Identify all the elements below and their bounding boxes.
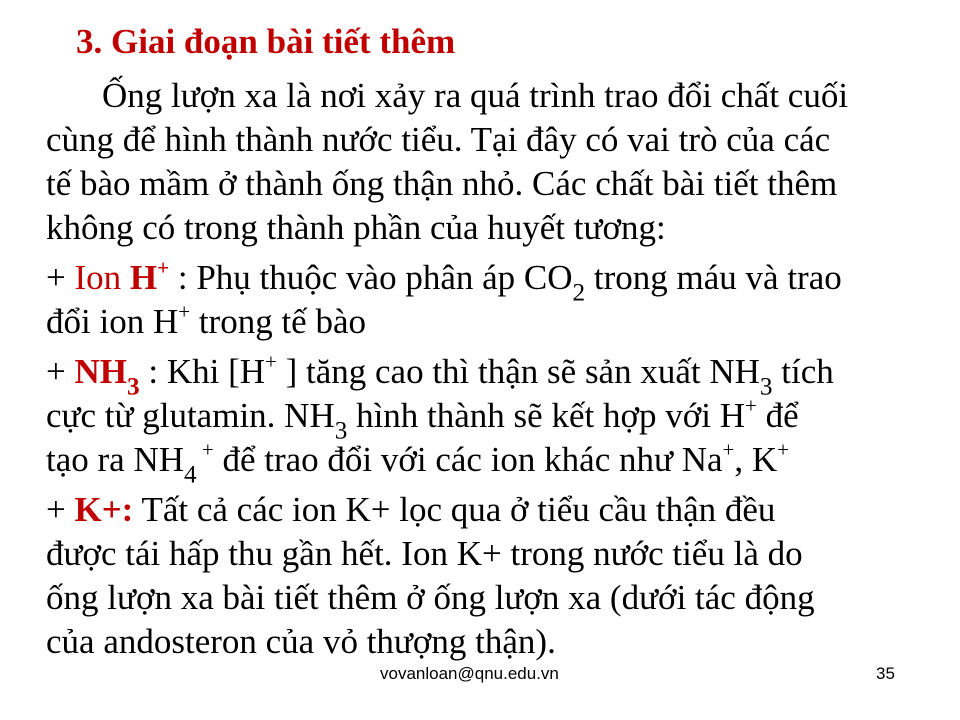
nh3-text: để trao đổi với các ion khác như Na: [213, 440, 723, 479]
slide-title: 3. Giai đoạn bài tiết thêm: [76, 22, 456, 61]
nh3-line-3: [46, 437, 946, 489]
co2-subscript: 2: [572, 279, 586, 307]
k-ion-label: K+:: [74, 490, 134, 529]
h-ion-label-word: Ion: [74, 258, 130, 297]
nh3-line-2: [46, 393, 946, 445]
nh4-superscript: +: [196, 437, 214, 462]
bullet-prefix: +: [46, 352, 75, 391]
nh3-text: ] tăng cao thì thận sẽ sản xuất NH: [276, 352, 760, 391]
nh3-line-1: [46, 349, 946, 401]
slide-body: [46, 74, 946, 664]
h-ion-line-1: [46, 255, 946, 307]
nh3-text: để: [756, 396, 799, 435]
intro-line: tế bào mầm ở thành ống thận nhỏ. Các chất bài tiết thêm: [46, 164, 838, 203]
k-ion-line-4: của andosteron của vỏ thượng thận).: [46, 622, 556, 661]
k-ion-line-2: được tái hấp thu gần hết. Ion K+ trong nước tiểu là do: [46, 534, 803, 573]
nh3-text: tạo ra NH: [46, 440, 185, 479]
h-ion-label-sup: +: [157, 255, 170, 280]
intro-line: không có trong thành phần của huyết tương:: [46, 208, 666, 247]
nh3-subscript: 3: [334, 417, 348, 445]
k-superscript: +: [777, 437, 790, 462]
h-ion-text: đổi ion H: [46, 302, 179, 341]
h-ion-line-2: [46, 300, 946, 344]
k-ion-text: Tất cả các ion K+ lọc qua ở tiểu cầu thận đều: [133, 490, 776, 529]
nh3-text: hình thành sẽ kết hợp với H: [347, 396, 745, 435]
k-ion-line-1: [46, 488, 946, 532]
page-number: 35: [876, 664, 895, 683]
nh4-subscript: 4: [184, 461, 197, 489]
h-ion-text: : Phụ thuộc vào phân áp CO: [169, 258, 573, 297]
h-superscript: +: [178, 299, 191, 324]
intro-line: Ống lượn xa là nơi xảy ra quá trình trao đổi chất cuối: [102, 76, 849, 115]
nh3-text: , K: [734, 440, 778, 479]
h-superscript: +: [744, 393, 757, 418]
footer-email: vovanloan@qnu.edu.vn: [380, 664, 559, 683]
nh3-label: NH: [74, 352, 127, 391]
nh3-text: tích: [772, 352, 834, 391]
h-ion-text: trong tế bào: [190, 302, 367, 341]
na-superscript: +: [722, 437, 735, 462]
h-ion-label: H: [129, 258, 158, 297]
bullet-prefix: +: [46, 258, 75, 297]
nh3-label-sub: 3: [127, 373, 140, 401]
nh3-subscript: 3: [759, 373, 773, 401]
bullet-prefix: +: [46, 490, 75, 529]
k-ion-line-3: ống lượn xa bài tiết thêm ở ống lượn xa (dưới tác động: [46, 578, 815, 617]
h-superscript: +: [265, 349, 277, 374]
intro-line: cùng để hình thành nước tiểu. Tại đây có vai trò của các: [46, 120, 831, 159]
nh3-text: cực từ glutamin. NH: [46, 396, 335, 435]
nh3-text: : Khi [H: [139, 352, 265, 391]
h-ion-text: trong máu và trao: [585, 258, 842, 297]
